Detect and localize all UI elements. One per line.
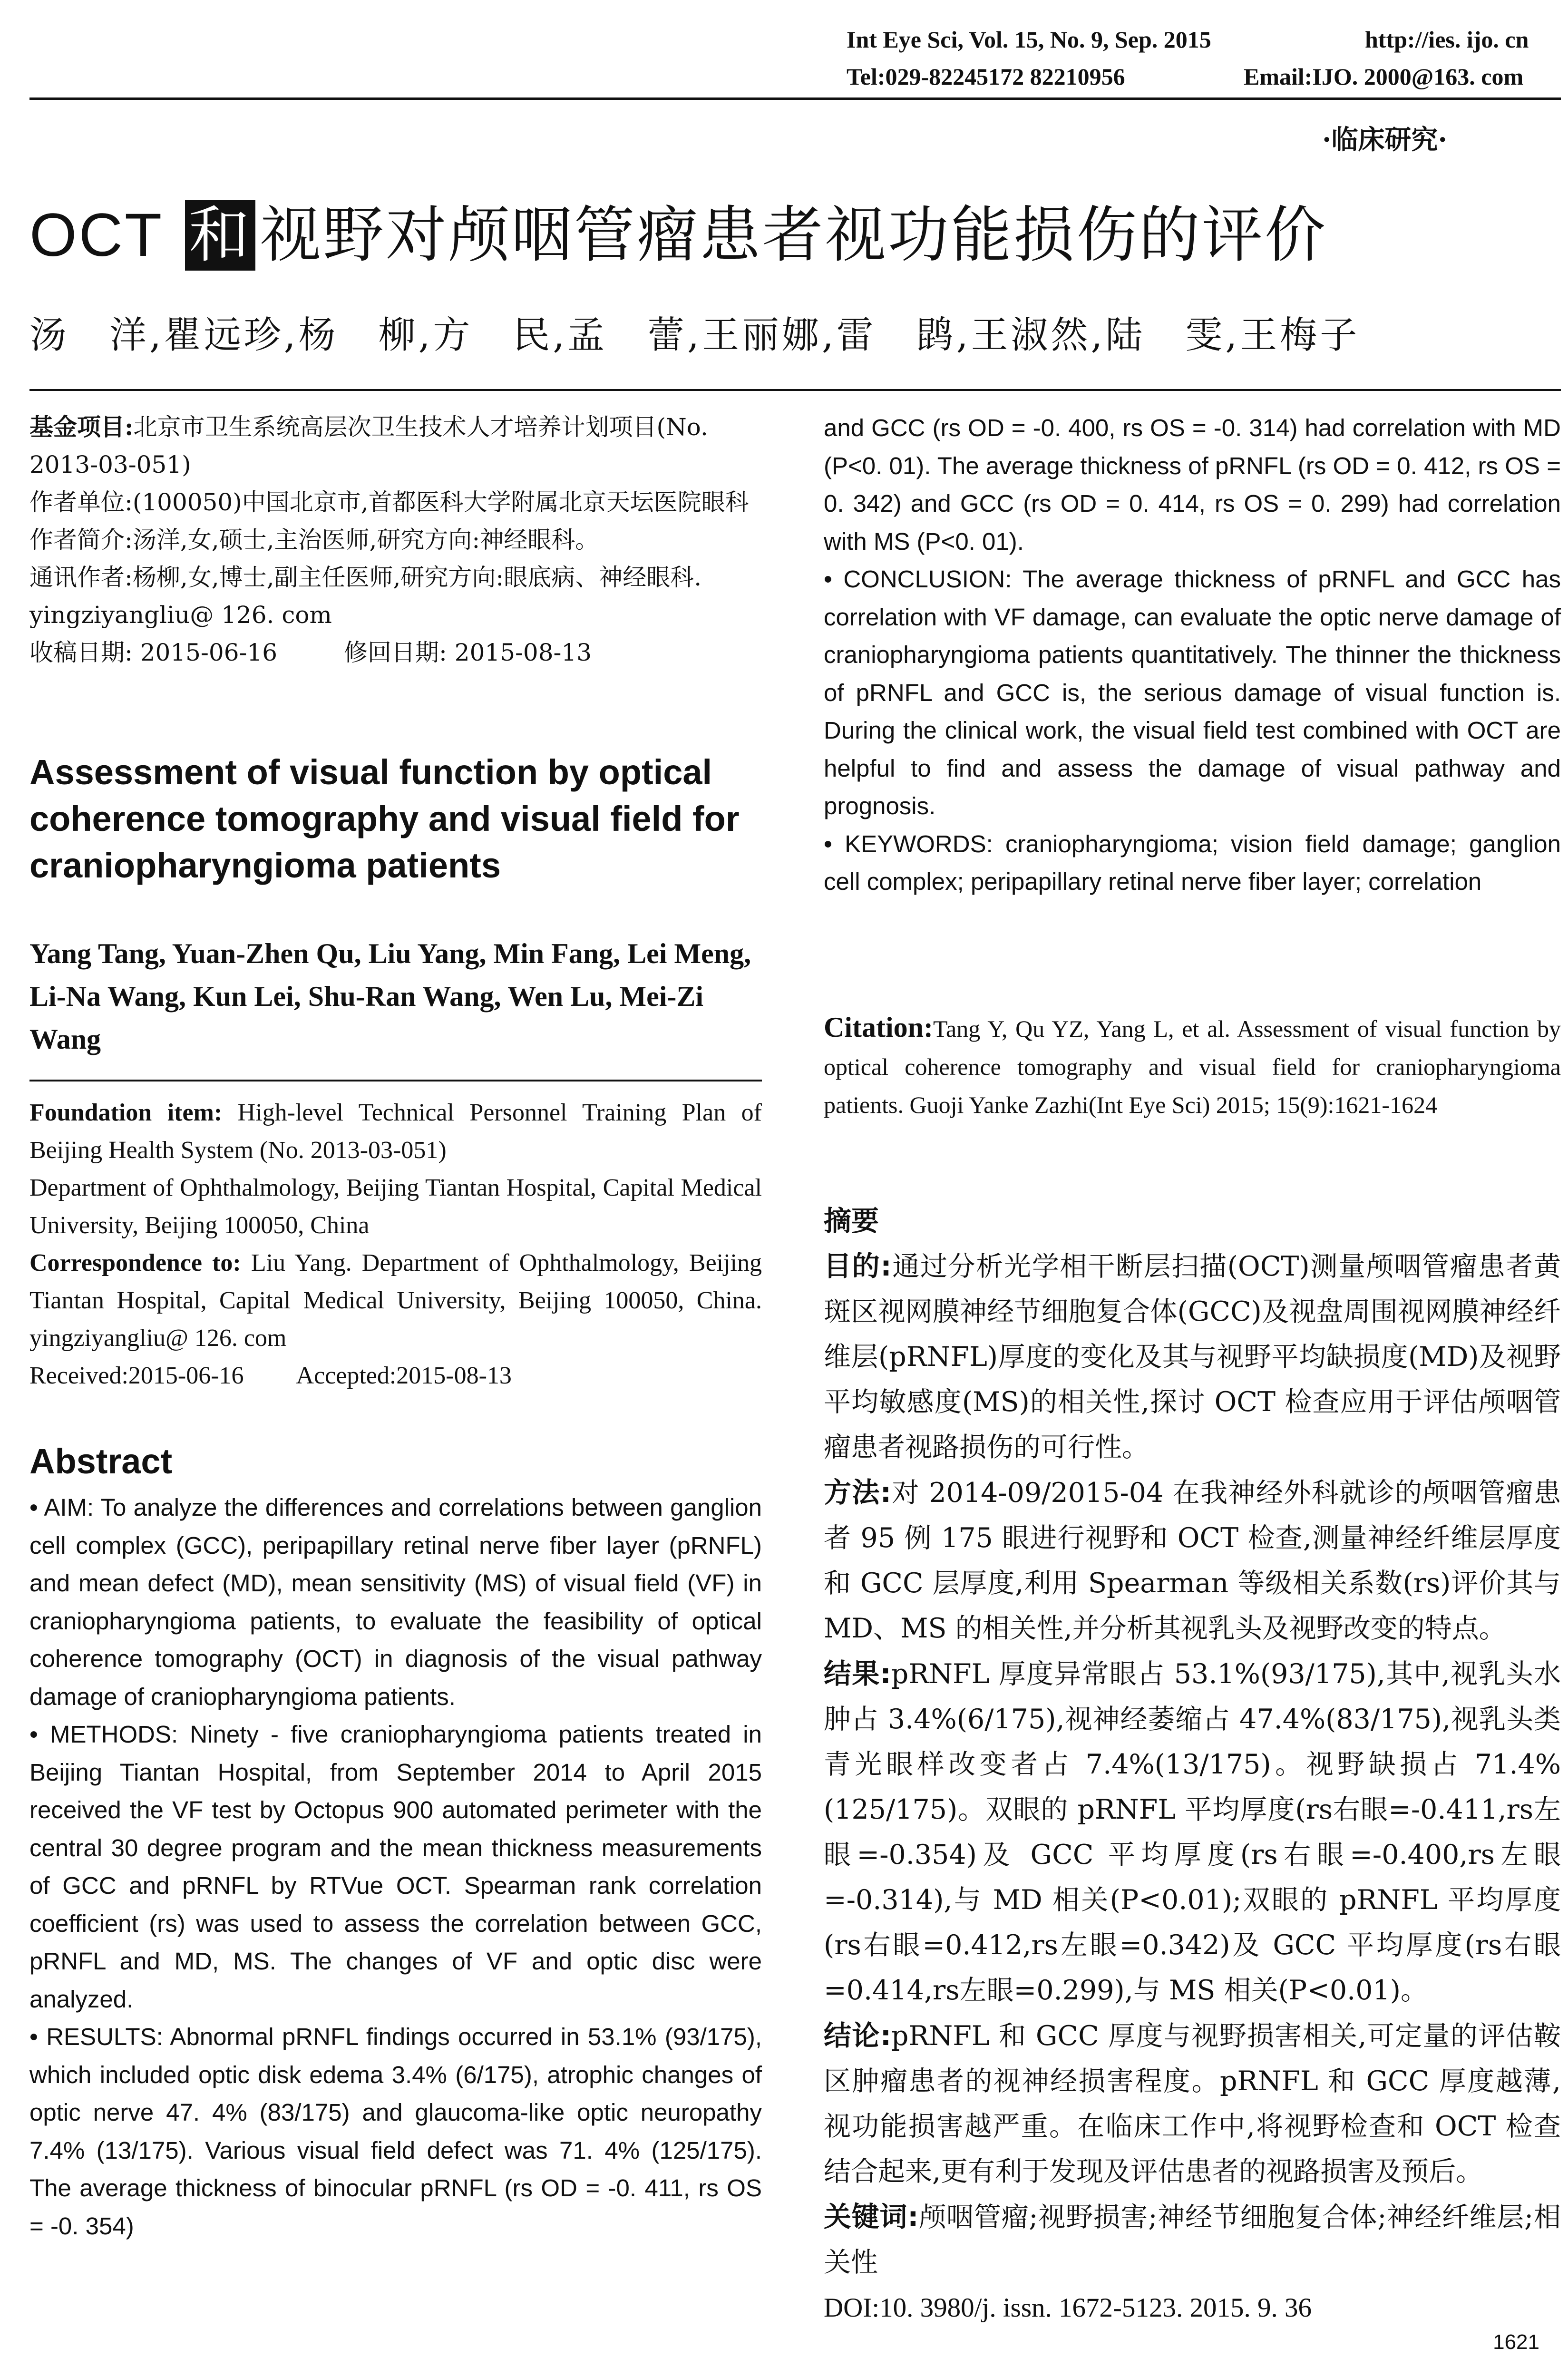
journal-info: Int Eye Sci, Vol. 15, No. 9, Sep. 2015 xyxy=(847,26,1211,53)
title-highlight: 和 xyxy=(185,200,255,271)
abstract-methods: • METHODS: Ninety - five craniopharyngioma patients treated in Beijing Tiantan Hospital, from September 2014 to April 2015 received the VF test by Octopus 900 automated perimeter with the central 30 degree program and the mean thickness measurements of GCC and pRNFL by RTVue OCT. Spearman rank correlation coefficient (rs) was used to assess the correlation between GCC, pRNFL and MD, MS. The changes of VF and optic disc were analyzed. xyxy=(29,1721,762,2013)
english-authors: Yang Tang, Yuan-Zhen Qu, Liu Yang, Min Fang, Lei Meng, Li-Na Wang, Kun Lei, Shu-Ran Wang, Wen Lu, Mei-Zi Wang xyxy=(29,938,751,1055)
authors-rule xyxy=(29,1080,762,1081)
dates-en: Received:2015-06-16 Accepted:2015-08-13 xyxy=(29,1362,512,1389)
journal-tel: Tel:029-82245172 82210956 xyxy=(847,63,1125,90)
correspondence-en: Correspondence to: Liu Yang. Department of Ophthalmology, Beijing Tiantan Hospital, Capital Medical University, Beijing 100050, China. yingziyangliu@ 126. com xyxy=(29,1249,762,1352)
abstract-keywords: • KEYWORDS: craniopharyngioma; vision field damage; ganglion cell complex; peripapillary retinal nerve fiber layer; correlation xyxy=(824,830,1561,895)
intro-cn: 作者简介:汤洋,女,硕士,主治医师,研究方向:神经眼科。 xyxy=(29,526,599,554)
abstract-cn-heading: 摘要 xyxy=(824,1205,879,1237)
foundation-cn: 基金项目:北京市卫生系统高层次卫生技术人才培养计划项目(No. 2013-03-051) xyxy=(29,413,708,478)
page-number: 1621 xyxy=(1493,2330,1539,2354)
citation-label: Citation: xyxy=(824,1012,933,1043)
cn-aim: 目的:通过分析光学相干断层扫描(OCT)测量颅咽管瘤患者黄斑区视网膜神经节细胞复合体(GCC)及视盘周围视网膜神经纤维层(pRNFL)厚度的变化及其与视野平均缺损度(MD)及视野平均敏感度(MS)的相关性,探讨 OCT 检查应用于评估颅咽管瘤患者视路损伤的可行性。 xyxy=(824,1250,1561,1463)
abstract-conclusion: • CONCLUSION: The average thickness of pRNFL and GCC has correlation with VF damage, can evaluate the optic nerve damage of craniopharyngioma patients quantitatively. The thinner the thickness of pRNFL and GCC is, the serious damage of visual function is. During the clinical work, the visual field test combined with OCT are helpful to find and assess the damage of visual pathway and prognosis. xyxy=(824,565,1561,819)
title-rest: 视野对颅咽管瘤患者视功能损伤的评价 xyxy=(260,200,1327,271)
department-en: Department of Ophthalmology, Beijing Tiantan Hospital, Capital Medical University, Beijing 100050, China xyxy=(29,1174,762,1239)
abstract-left xyxy=(29,1489,762,2245)
doi: DOI:10. 3980/j. issn. 1672-5123. 2015. 9. 36 xyxy=(824,2293,1312,2323)
info-cn xyxy=(29,408,762,672)
section-tag: ·临床研究· xyxy=(1322,124,1447,156)
correspondence-cn: 通讯作者:杨柳,女,博士,副主任医师,研究方向:眼底病、神经眼科. yingziyangliu@ 126. com xyxy=(29,564,702,629)
abstract-aim: • AIM: To analyze the differences and correlations between ganglion cell complex (GCC), peripapillary retinal nerve fiber layer (pRNFL) and mean defect (MD), mean sensitivity (MS) of visual field (VF) in craniopharyngioma patients, to evaluate the feasibility of optical coherence tomography (OCT) in diagnosis of the visual pathway damage of craniopharyngioma patients. xyxy=(29,1494,762,1710)
paper-title xyxy=(29,200,1327,271)
cn-conclusion: 结论:pRNFL 和 GCC 厚度与视野损害相关,可定量的评估鞍区肿瘤患者的视神经损害程度。pRNFL 和 GCC 厚度越薄,视功能损害越严重。在临床工作中,将视野检查和 OCT 检查结合起来,更有利于发现及评估患者的视路损害及预后。 xyxy=(824,2019,1561,2187)
info-en xyxy=(29,1094,762,1394)
journal-email: Email:IJO. 2000@163. com xyxy=(1244,63,1524,90)
citation-text: Tang Y, Qu YZ, Yang L, et al. Assessment of visual function by optical coherence tomography and visual field for craniopharyngioma patients. Guoji Yanke Zazhi(Int Eye Sci) 2015; 15(9):1621-1624 xyxy=(824,1015,1561,1118)
cn-results: 结果:pRNFL 厚度异常眼占 53.1%(93/175),其中,视乳头水肿占 3.4%(6/175),视神经萎缩占 47.4%(83/175),视乳头类青光眼样改变者占 7.4%(13/175)。视野缺损占 71.4%(125/175)。双眼的 pRNFL 平均厚度(rs右眼=-0.411,rs左眼=-0.354)及 GCC 平均厚度(rs右眼=-0.400,rs左眼=-0.314),与 MD 相关(P<0.01);双眼的 pRNFL 平均厚度(rs右眼=0.412,rs左眼=0.342)及 GCC 平均厚度(rs右眼=0.414,rs左眼=0.299),与 MS 相关(P<0.01)。 xyxy=(824,1657,1561,2006)
journal-url: http://ies. ijo. cn xyxy=(1365,26,1529,53)
title-latin: OCT xyxy=(29,201,164,269)
abstract-heading: Abstract xyxy=(29,1442,173,1481)
cn-keywords: 关键词:颅咽管瘤;视野损害;神经节细胞复合体;神经纤维层;相关性 xyxy=(824,2201,1561,2278)
abstract-right xyxy=(824,409,1561,901)
title-rule xyxy=(29,389,1561,391)
dates-cn: 收稿日期: 2015-06-16 修回日期: 2015-08-13 xyxy=(29,639,592,666)
foundation-en: Foundation item: High-level Technical Personnel Training Plan of Beijing Health System (No. 2013-03-051) xyxy=(29,1099,762,1164)
header-rule xyxy=(29,97,1561,100)
authors-cn: 汤 洋,瞿远珍,杨 柳,方 民,孟 蕾,王丽娜,雷 鹍,王淑然,陆 雯,王梅子 xyxy=(29,314,1360,357)
citation xyxy=(824,1008,1561,1124)
abstract-cn xyxy=(824,1198,1561,2330)
abstract-results: • RESULTS: Abnormal pRNFL findings occurred in 53.1% (93/175), which included optic disk edema 3.4% (6/175), atrophic changes of optic nerve 47. 4% (83/175) and glaucoma-like optic neuropathy 7.4% (13/175). Various visual field defect was 71. 4% (125/175). The average thickness of binocular pRNFL (rs OD = -0. 411, rs OS = -0. 354) xyxy=(29,2023,762,2240)
cn-methods: 方法:对 2014-09/2015-04 在我神经外科就诊的颅咽管瘤患者 95 例 175 眼进行视野和 OCT 检查,测量神经纤维层厚度和 GCC 层厚度,利用 Spearman 等级相关系数(rs)评价其与 MD、MS 的相关性,并分析其视乳头及视野改变的特点。 xyxy=(824,1476,1561,1644)
unit-cn: 作者单位:(100050)中国北京市,首都医科大学附属北京天坛医院眼科 xyxy=(29,488,749,516)
english-title: Assessment of visual function by optical coherence tomography and visual field for craniopharyngioma patients xyxy=(29,752,740,885)
abstract-results-cont: and GCC (rs OD = -0. 400, rs OS = -0. 314) had correlation with MD (P<0. 01). The average thickness of pRNFL (rs OD = 0. 412, rs OS = 0. 342) and GCC (rs OD = 0. 414, rs OS = 0. 299) had correlation with MS (P<0. 01). xyxy=(824,414,1561,555)
